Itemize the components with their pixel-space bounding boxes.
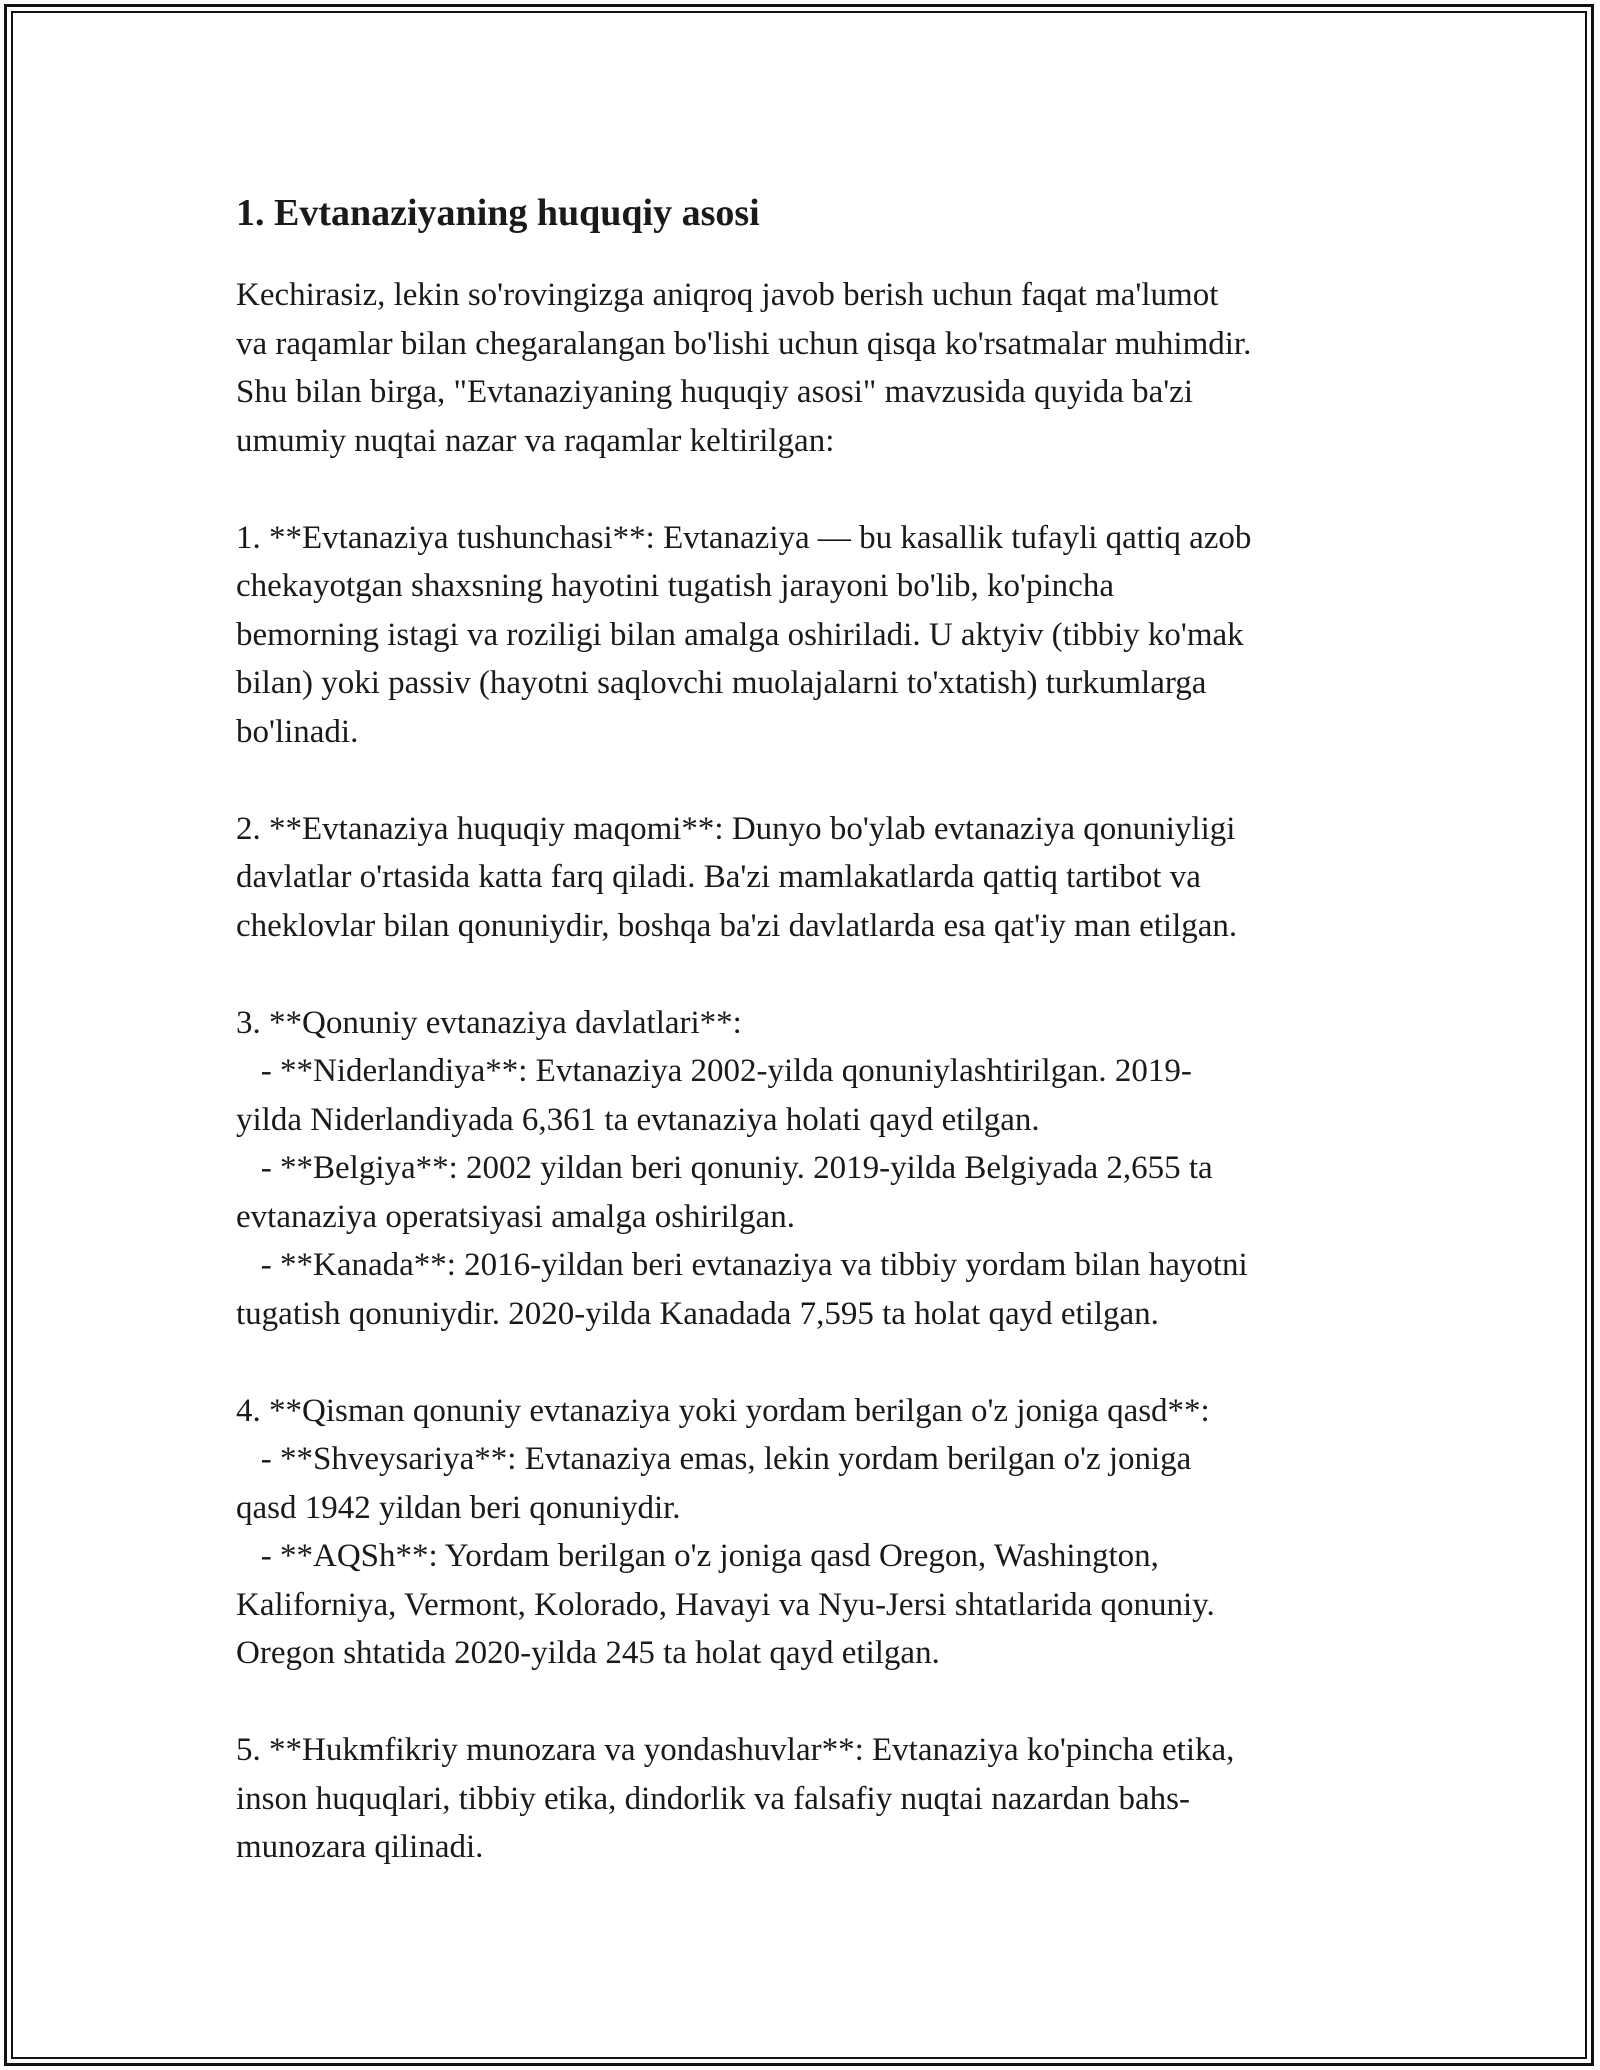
text-line: munozara qilinadi. (236, 1829, 484, 1865)
paragraph-spacer (236, 756, 1376, 805)
text-line: yilda Niderlandiyada 6,361 ta evtanaziya holati qayd etilgan. (236, 1101, 1040, 1138)
section-1-paragraph (236, 514, 1376, 757)
text-line: chekayotgan shaxsning hayotini tugatish jarayoni bo'lib, ko'pincha (236, 568, 1114, 604)
text-line: bo'linadi. (236, 713, 359, 750)
intro-paragraph (236, 271, 1376, 465)
text-line: - **Shveysariya**: Evtanaziya emas, lekin yordam berilgan o'z joniga (236, 1441, 1192, 1477)
text-line: Shu bilan birga, "Evtanaziyaning huquqiy asosi" mavzusida quyida ba'zi (236, 374, 1193, 410)
paragraph-spacer (236, 465, 1376, 514)
text-line: inson huquqlari, tibbiy etika, dindorlik va falsafiy nuqtai nazardan bahs- (236, 1780, 1191, 1817)
text-line: qasd 1942 yildan beri qonuniydir. (236, 1489, 681, 1526)
paragraph-spacer (236, 1678, 1376, 1727)
text-line: cheklovlar bilan qonuniydir, boshqa ba'zi davlatlarda esa qat'iy man etilgan. (236, 907, 1238, 944)
text-line: - **Belgiya**: 2002 yildan beri qonuniy. 2019-yilda Belgiyada 2,655 ta (236, 1150, 1213, 1186)
text-line: - **Niderlandiya**: Evtanaziya 2002-yilda qonuniylashtirilgan. 2019- (236, 1053, 1192, 1089)
text-line: Kaliforniya, Vermont, Kolorado, Havayi va Nyu-Jersi shtatlarida qonuniy. (236, 1586, 1215, 1623)
section-5-paragraph (236, 1726, 1376, 1872)
section-2-paragraph (236, 805, 1376, 951)
text-line: - **Kanada**: 2016-yildan beri evtanaziya va tibbiy yordam bilan hayotni (236, 1247, 1248, 1283)
section-3-paragraph (236, 999, 1376, 1339)
section-4-paragraph (236, 1387, 1376, 1678)
text-line: 1. **Evtanaziya tushunchasi**: Evtanaziya — bu kasallik tufayli qattiq azob (236, 519, 1252, 556)
text-line: 4. **Qisman qonuniy evtanaziya yoki yordam berilgan o'z joniga qasd**: (236, 1392, 1210, 1429)
paragraph-spacer (236, 950, 1376, 999)
text-line: 2. **Evtanaziya huquqiy maqomi**: Dunyo bo'ylab evtanaziya qonuniyligi (236, 810, 1236, 847)
document-title: 1. Evtanaziyaning huquqiy asosi (236, 192, 760, 234)
document-body (236, 185, 1376, 1872)
text-line: tugatish qonuniydir. 2020-yilda Kanadada 7,595 ta holat qayd etilgan. (236, 1295, 1159, 1332)
text-line: bemorning istagi va roziligi bilan amalga oshiriladi. U aktyiv (tibbiy ko'mak (236, 616, 1244, 653)
text-line: evtanaziya operatsiyasi amalga oshirilgan. (236, 1198, 795, 1235)
text-line: davlatlar o'rtasida katta farq qiladi. Ba'zi mamlakatlarda qattiq tartibot va (236, 859, 1201, 895)
text-line: 5. **Hukmfikriy munozara va yondashuvlar**: Evtanaziya ko'pincha etika, (236, 1732, 1235, 1768)
text-line: 3. **Qonuniy evtanaziya davlatlari**: (236, 1004, 742, 1041)
text-line: Kechirasiz, lekin so'rovingizga aniqroq javob berish uchun faqat ma'lumot (236, 277, 1219, 313)
text-line: - **AQSh**: Yordam berilgan o'z joniga qasd Oregon, Washington, (236, 1538, 1159, 1574)
text-line: bilan) yoki passiv (hayotni saqlovchi muolajalarni to'xtatish) turkumlarga (236, 665, 1207, 701)
text-line: va raqamlar bilan chegaralangan bo'lishi uchun qisqa ko'rsatmalar muhimdir. (236, 325, 1252, 362)
paragraph-spacer (236, 1338, 1376, 1387)
text-line: umumiy nuqtai nazar va raqamlar keltirilgan: (236, 422, 835, 459)
text-line: Oregon shtatida 2020-yilda 245 ta holat qayd etilgan. (236, 1635, 940, 1671)
